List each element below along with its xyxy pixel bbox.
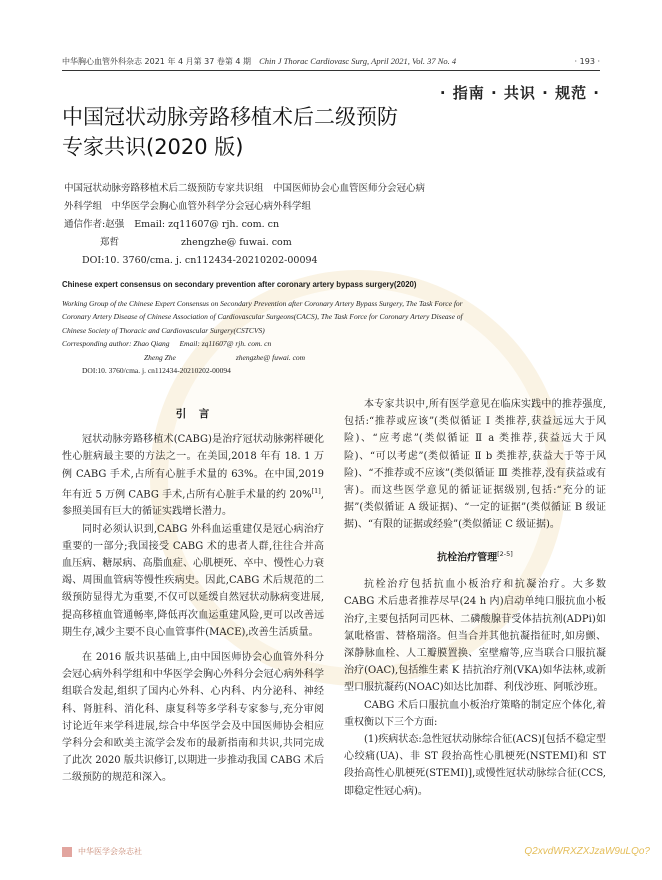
publisher-logo-text: 中华医学会杂志社 <box>78 847 142 856</box>
running-head <box>62 52 600 70</box>
corresponding-author-2 <box>64 234 534 252</box>
title-line-2: 专家共识(2020 版) <box>62 135 244 159</box>
antithrombotic-paragraph-1: 抗栓治疗包括抗血小板治疗和抗凝治疗。大多数 CABG 术后患者推荐尽早(24 h 内)启动单纯口服抗血小板治疗,主要包括阿司匹林、二磷酸腺苷受体拮抗剂(ADPi)如氯吡格雷、替格瑞洛。但当合并其他抗凝指征时,如房颤、深静脉血栓、人工瓣膜置换、室壁瘤等,应当联合口服抗凝治疗(OAC),包括维生素 K 拮抗治疗剂(VKA)如华法林,或新型口服抗凝药(NOAC)如达比加群、利伐沙班、阿哌沙班。 <box>344 579 606 694</box>
left-column <box>62 396 324 787</box>
publisher-logo <box>62 846 142 857</box>
english-corr-2 <box>62 351 602 365</box>
author-block <box>64 180 534 270</box>
antithrombotic-paragraph-2: CABG 术后口服抗血小板治疗策略的制定应个体化,着重权衡以下三个方面: <box>344 699 606 728</box>
header-rule <box>62 70 600 71</box>
english-corr2-name: Zheng Zhe <box>144 352 176 362</box>
intro-paragraph-2: 同时必须认识到,CABG 外科血运重建仅是冠心病治疗重要的一部分;我国接受 CABG 术的患者人群,往往合并高血压病、糖尿病、高脂血症、心肌梗死、卒中、慢性心力衰竭、周围血管病等慢性疾病史。因此,CABG 术后规范的二级预防显得尤为重要,不仅可以延缓自然冠状动脉病变进展,提高移植血管通畅率,降低再次血运重建风险,更可以改善远期生存,减少主要不良心血管事件(MACE),改善生活质量。 <box>62 523 324 638</box>
author-line-1: 中国冠状动脉旁路移植术后二级预防专家共识组 中国医师协会心血管医师分会冠心病 <box>64 183 426 194</box>
english-groups-3: Chinese Society of Thoracic and Cardiovascular Surgery(CSTCVS) <box>62 325 265 335</box>
doi-cn: DOI:10. 3760/cma. j. cn112434-20210202-00094 <box>82 255 318 266</box>
footer-watermark-code: Q2xvdWRXZXJzaW9uLQo? <box>524 846 650 857</box>
intro-p1-tail: ,参照美国有巨大的循证实践增长潜力。 <box>62 489 324 518</box>
corresponding-author-1 <box>64 216 534 234</box>
citation-1: [1] <box>311 486 321 495</box>
subheading-citation: [2-5] <box>497 549 513 558</box>
english-groups-1: Working Group of the Chinese Expert Consensus on Secondary Prevention after Coronary Artery Bypass Surgery, The Task Force for <box>62 298 463 308</box>
corr-label: 通信作者:赵强 <box>64 219 125 230</box>
subsection-heading-antithrombotic <box>344 546 606 567</box>
recommendation-paragraph: 本专家共识中,所有医学意见在临床实践中的推荐强度,包括:“推荐或应该”(类似循证 Ⅰ 类推荐,获益远远大于风险)、“应考虑”(类似循证 Ⅱ a 类推荐,获益远大于风险)、“可以考虑”(类似循证 Ⅱ b 类推荐,获益大于等于风险)、“不推荐或不应该”(类似循证 Ⅲ 类推荐,没有获益或有害)。而这些医学意见的循证证据级别,包括:“充分的证据”(类似循证 A 级证据)、“一定的证据”(类似循证 B 级证据)、“有限的证据或经验”(类似循证 C 级证据)。 <box>344 399 606 531</box>
subheading-text: 抗栓治疗管理 <box>437 551 498 563</box>
english-corr-1 <box>62 337 602 351</box>
antithrombotic-paragraph-3: (1)疾病状态:急性冠状动脉综合征(ACS)[包括不稳定型心绞痛(UA)、非 ST 段抬高性心肌梗死(NSTEMI)和 ST 段抬高性心肌梗死(STEMI)],或慢性冠状动脉综合征(CCS,即稳定性冠心病)。 <box>344 733 606 797</box>
english-abstract-block <box>62 278 602 378</box>
intro-paragraph-1 <box>62 431 324 520</box>
page-number: · 193 · <box>574 56 600 66</box>
article-title <box>62 102 482 162</box>
corr-email: Email: zq11607@ rjh. com. cn <box>134 219 280 230</box>
author-line-2: 外科学组 中华医学会胸心血管外科学分会冠心病外科学组 <box>64 201 312 212</box>
english-corr2-email: zhengzhe@ fuwai. com <box>235 352 306 362</box>
english-title: Chinese expert consensus on secondary prevention after coronary artery bypass surgery(2020) <box>62 280 417 289</box>
title-line-1: 中国冠状动脉旁路移植术后二级预防 <box>62 105 398 129</box>
english-groups-2: Coronary Artery Disease of Chinese Association of Cardiovascular Surgeons(CACS), The Task Force for Coronary Artery Disease of <box>62 312 463 321</box>
intro-paragraph-3: 在 2016 版共识基础上,由中国医师协会心血管外科分会冠心病外科学组和中华医学会胸心外科分会冠心病外科学组联合发起,组织了国内心外科、心内科、内分泌科、神经科、肾脏科、消化科、康复科等多学科专家参与,充分审阅讨论近年来学科进展,综合中华医学会及中国医师协会相应学科分会和欧美主流学会发布的最新指南和共识,共同完成了此次 2020 版共识修订,以期进一步推动我国 CABG 术后二级预防的规范和深入。 <box>62 651 324 784</box>
corr2-email: zhengzhe@ fuwai. com <box>181 237 292 248</box>
section-heading-intro: 引 言 <box>175 408 211 420</box>
right-column <box>344 396 606 800</box>
corr2-name: 郑哲 <box>100 237 120 248</box>
doi-en: DOI:10. 3760/cma. j. cn112434-20210202-00094 <box>82 366 231 375</box>
section-tag: · 指南 · 共识 · 规范 · <box>439 84 600 102</box>
publisher-logo-icon <box>62 847 72 857</box>
intro-p1-text: 冠状动脉旁路移植术(CABG)是治疗冠状动脉粥样硬化性心脏病最主要的方法之一。在美国,2018 年有 18. 1 万例 CABG 手术,占所有心脏手术量的 63%。在中国,2019 年有近 5 万例 CABG 手术,占所有心脏手术量的约 20% <box>62 434 324 501</box>
english-corr-email: Email: zq11607@ rjh. com. cn <box>179 339 272 348</box>
running-head-cn: 中华胸心血管外科杂志 2021 年 4 月第 37 卷第 4 期 <box>62 56 252 66</box>
running-head-en: Chin J Thorac Cardiovasc Surg, April 2021, Vol. 37 No. 4 <box>259 56 457 66</box>
english-corr-label: Corresponding author: Zhao Qiang <box>62 339 170 348</box>
